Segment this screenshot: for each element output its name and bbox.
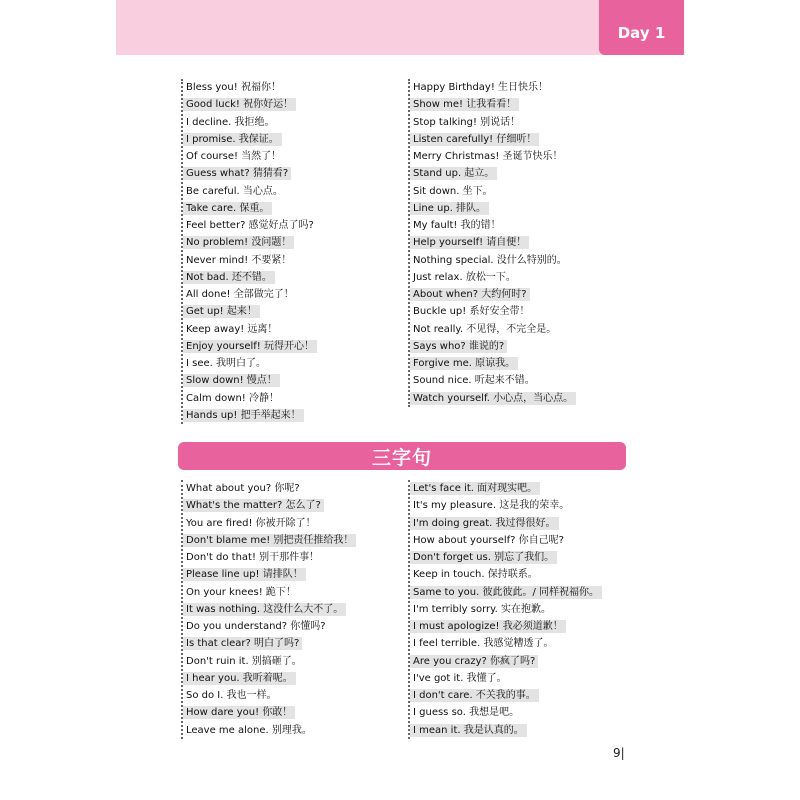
phrase-text: Show me! 让我看看！ [410,98,519,111]
phrase-row [410,480,625,497]
phrase-text: You are fired! 你被开除了！ [186,517,316,529]
phrase-text: Keep in touch. 保持联系。 [413,569,538,581]
phrase-row [410,217,625,234]
phrase-text: Of course! 当然了！ [186,151,282,163]
phrase-row [410,497,625,514]
phrase-column-s1-right [408,79,625,407]
phrase-text: Slow down! 慢点！ [183,374,280,387]
phrase-text: It was nothing. 这没什么大不了。 [183,603,346,616]
phrase-row [410,566,625,583]
phrase-row [410,704,625,721]
section-banner [178,442,626,470]
phrase-row [183,670,398,687]
phrase-text: Is that clear? 明白了吗? [183,637,302,650]
phrase-text: I must apologize! 我必须道歉！ [410,620,566,633]
phrase-row [183,390,398,407]
phrase-row [410,321,625,338]
phrase-text: Don't do that! 别干那件事！ [186,552,320,564]
phrase-text: I hear you. 我听着呢。 [183,672,296,685]
phrase-text: Sound nice. 听起来不错。 [413,375,535,387]
phrase-row [410,165,625,182]
phrase-text: My fault! 我的错！ [413,220,501,232]
phrase-row [410,303,625,320]
phrase-text: About when? 大约何时? [410,288,530,301]
phrase-text: Feel better? 感觉好点了吗? [186,220,314,232]
phrase-row [410,618,625,635]
phrase-row [183,653,398,670]
phrase-text: On your knees! 跪下！ [186,586,296,598]
phrase-row [410,252,625,269]
phrase-text: Listen carefully! 仔细听！ [410,133,539,146]
phrase-text: So do I. 我也一样。 [186,690,277,702]
phrase-row [410,390,625,407]
phrase-row [183,131,398,148]
phrase-text: Not really. 不见得，不完全是。 [413,323,557,335]
phrase-row [183,217,398,234]
phrase-row [183,286,398,303]
phrase-row [183,148,398,165]
phrase-text: I see. 我明白了。 [186,358,266,370]
phrase-text: Help yourself! 请自便！ [410,236,529,249]
phrase-row [410,269,625,286]
phrase-row [183,269,398,286]
phrase-text: Don't ruin it. 别搞砸了。 [186,655,302,667]
phrase-text: I'm doing great. 我过得很好。 [410,517,559,530]
phrase-text: What about you? 你呢? [186,483,300,495]
phrase-row [183,114,398,131]
phrase-text: I don't care. 不关我的事。 [410,689,539,702]
phrase-row [183,601,398,618]
phrase-text: Good luck! 祝你好运！ [183,98,296,111]
phrase-text: Stand up. 起立。 [410,167,497,180]
phrase-text: Same to you. 彼此彼此。/ 同样祝福你。 [410,586,602,599]
phrase-text: Don't blame me! 别把责任推给我！ [183,534,356,547]
phrase-text: Happy Birthday! 生日快乐！ [413,82,549,94]
phrase-row [183,372,398,389]
phrase-row [410,670,625,687]
phrase-row [183,303,398,320]
phrase-text: I promise. 我保证。 [183,133,282,146]
day-tab [599,0,684,55]
phrase-text: What's the matter? 怎么了? [183,499,324,512]
phrase-row [410,687,625,704]
phrase-row [183,584,398,601]
phrase-row [183,618,398,635]
phrase-row [410,549,625,566]
section-title: 三字句 [371,446,432,469]
phrase-text: Stop talking! 别说话！ [413,116,521,128]
phrase-text: Says who? 谁说的? [410,340,507,353]
phrase-text: Keep away! 远离！ [186,323,278,335]
phrase-row [410,601,625,618]
phrase-row [183,183,398,200]
phrase-row [183,355,398,372]
phrase-text: I decline. 我拒绝。 [186,116,275,128]
phrase-row [183,338,398,355]
phrase-text: I feel terrible. 我感觉糟透了。 [413,638,554,650]
phrase-row [410,286,625,303]
phrase-text: Are you crazy? 你疯了吗? [410,655,538,668]
phrase-text: Don't forget us. 别忘了我们。 [410,551,557,564]
phrase-text: I guess so. 我想是吧。 [413,707,520,719]
phrase-column-s1-left [181,79,398,424]
phrase-text: Take care. 保重。 [183,202,272,215]
phrase-text: Leave me alone. 别理我。 [186,724,312,736]
phrase-text: Not bad. 还不错。 [183,271,275,284]
phrase-row [410,114,625,131]
phrase-column-s2-right [408,480,625,739]
phrase-row [410,635,625,652]
phrase-row [410,722,625,739]
phrase-row [410,234,625,251]
phrase-row [410,653,625,670]
phrase-column-s2-left [181,480,398,739]
phrase-row [183,704,398,721]
day-label: Day 1 [617,23,666,42]
phrase-row [183,79,398,96]
phrase-row [183,407,398,424]
phrase-row [183,532,398,549]
phrase-row [410,532,625,549]
phrase-text: Guess what? 猜猜看? [183,167,291,180]
phrase-row [410,79,625,96]
phrase-row [410,183,625,200]
page-number: 9| [613,746,625,760]
phrase-row [410,96,625,113]
phrase-text: Bless you! 祝福你！ [186,82,281,94]
phrase-text: How dare you! 你敢！ [183,706,295,719]
phrase-row [183,321,398,338]
phrase-row [410,148,625,165]
phrase-text: Sit down. 坐下。 [413,185,493,197]
phrase-row [183,515,398,532]
phrase-text: Please line up! 请排队！ [183,568,306,581]
phrase-text: Enjoy yourself! 玩得开心！ [183,340,317,353]
phrase-text: Hands up! 把手举起来！ [183,409,304,422]
phrase-text: Do you understand? 你懂吗? [186,621,326,633]
phrase-row [410,200,625,217]
phrase-row [183,635,398,652]
phrase-text: Get up! 起来！ [183,305,260,318]
phrase-row [183,252,398,269]
phrase-text: All done! 全部做完了！ [186,289,294,301]
phrase-row [183,96,398,113]
phrase-text: Nothing special. 没什么特别的。 [413,254,567,266]
phrase-text: No problem! 没问题！ [183,236,294,249]
phrase-text: Buckle up! 系好安全带！ [413,306,530,318]
phrase-row [183,722,398,739]
phrase-row [410,355,625,372]
phrase-row [183,566,398,583]
phrase-text: I'm terribly sorry. 实在抱歉。 [413,603,551,615]
phrase-row [183,480,398,497]
phrase-text: Let's face it. 面对现实吧。 [410,482,540,495]
phrase-text: Merry Christmas! 圣诞节快乐！ [413,151,563,163]
phrase-row [410,515,625,532]
phrase-text: Forgive me. 原谅我。 [410,357,518,370]
phrase-text: How about yourself? 你自己呢? [413,534,564,546]
phrase-row [183,687,398,704]
phrase-text: Be careful. 当心点。 [186,185,283,197]
phrase-row [410,131,625,148]
phrase-text: It's my pleasure. 这是我的荣幸。 [413,500,570,512]
phrase-text: I mean it. 我是认真的。 [410,724,527,737]
phrase-row [410,372,625,389]
phrase-row [183,165,398,182]
phrase-text: Never mind! 不要紧！ [186,254,292,266]
phrase-row [410,338,625,355]
phrase-text: I've got it. 我懂了。 [413,672,507,684]
phrase-row [183,200,398,217]
phrase-text: Just relax. 放松一下。 [413,271,516,283]
phrase-row [183,234,398,251]
phrase-text: Line up. 排队。 [410,202,489,215]
phrase-row [183,497,398,514]
phrase-row [183,549,398,566]
phrase-row [410,584,625,601]
phrase-text: Watch yourself. 小心点，当心点。 [410,392,576,405]
phrase-text: Calm down! 冷静！ [186,392,279,404]
